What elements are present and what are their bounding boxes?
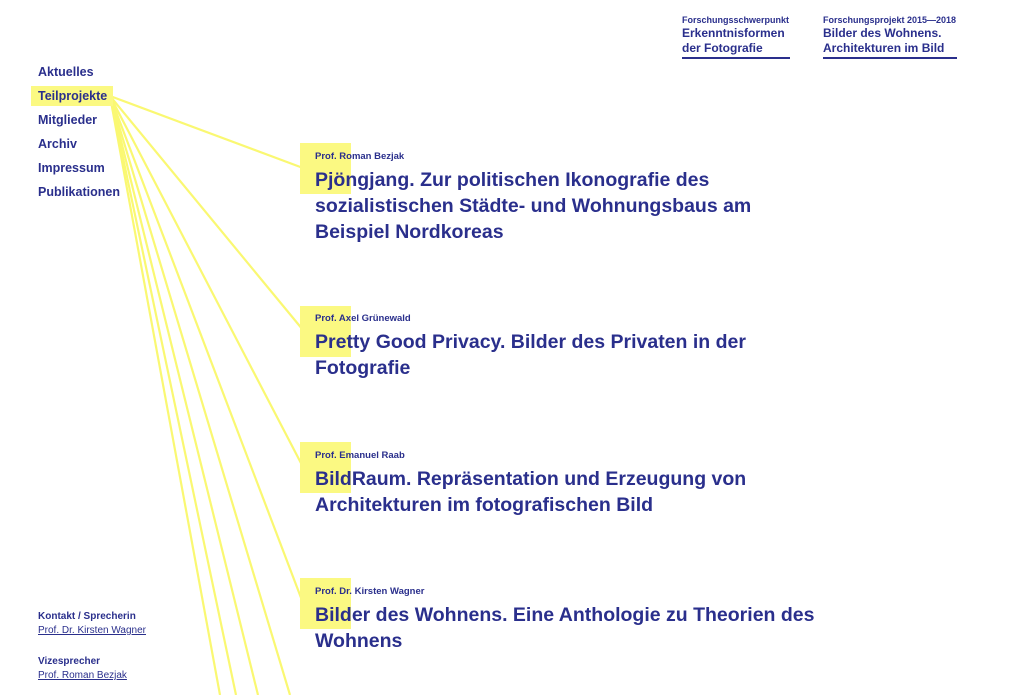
project-title-line: Fotografie xyxy=(315,357,411,379)
nav-link-archiv[interactable]: Archiv xyxy=(38,137,77,151)
connector-line xyxy=(110,96,290,695)
nav-link-publikationen[interactable]: Publikationen xyxy=(38,185,120,199)
connector-line xyxy=(110,96,236,695)
project-author: Prof. Axel Grünewald xyxy=(315,313,411,324)
project-title-link[interactable] xyxy=(315,329,875,381)
project-author: Prof. Emanuel Raab xyxy=(315,450,405,461)
contact-label: Kontakt / Sprecherin xyxy=(38,611,136,622)
header-project-line1: Bilder des Wohnens. xyxy=(823,26,942,40)
project-entry xyxy=(315,450,875,518)
connector-line xyxy=(110,96,303,603)
project-title-line: Wohnens xyxy=(315,630,403,652)
nav-link-aktuelles[interactable]: Aktuelles xyxy=(38,65,94,79)
deputy-block xyxy=(38,655,127,683)
project-author: Prof. Dr. Kirsten Wagner xyxy=(315,586,425,597)
header-project-link[interactable] xyxy=(823,26,957,56)
connector-line xyxy=(110,96,303,168)
connector-line xyxy=(110,96,303,330)
header-focus-line1: Erkenntnisformen xyxy=(682,26,785,40)
nav-link-teilprojekte[interactable]: Teilprojekte xyxy=(38,89,108,103)
contact-link[interactable]: Prof. Dr. Kirsten Wagner xyxy=(38,625,146,636)
header-focus-line2: der Fotografie xyxy=(682,41,763,55)
project-title-link[interactable] xyxy=(315,167,875,245)
header-project-label: Forschungsprojekt 2015—2018 xyxy=(823,15,957,25)
connector-line xyxy=(110,96,303,467)
nav-item-impressum xyxy=(38,160,120,184)
project-title-line: Bilder des Wohnens. Eine Anthologie zu Theorien des xyxy=(315,604,815,626)
nav-item-mitglieder xyxy=(38,112,120,136)
nav-item-publikationen xyxy=(38,184,120,208)
deputy-label: Vizesprecher xyxy=(38,656,101,667)
project-title-link[interactable] xyxy=(315,466,875,518)
project-title-link[interactable] xyxy=(315,602,875,654)
main-nav xyxy=(38,64,120,208)
header-project xyxy=(823,14,957,59)
project-title-line: Beispiel Nordkoreas xyxy=(315,221,504,243)
header-focus-label: Forschungsschwerpunkt xyxy=(682,15,790,25)
header-focus xyxy=(682,14,790,59)
project-title-line: Pretty Good Privacy. Bilder des Privaten in der xyxy=(315,331,746,353)
project-title-line: Pjöngjang. Zur politischen Ikonografie des xyxy=(315,169,710,191)
connector-line xyxy=(110,96,258,695)
nav-item-archiv xyxy=(38,136,120,160)
nav-item-aktuelles xyxy=(38,64,120,88)
header-project-line2: Architekturen im Bild xyxy=(823,41,945,55)
header-focus-link[interactable] xyxy=(682,26,790,56)
deputy-link[interactable]: Prof. Roman Bezjak xyxy=(38,670,127,681)
contact-block xyxy=(38,610,146,638)
connector-line xyxy=(110,96,220,695)
project-entry xyxy=(315,151,875,245)
project-entry xyxy=(315,586,875,654)
nav-item-teilprojekte xyxy=(38,88,120,112)
project-title-line: BildRaum. Repräsentation und Erzeugung von xyxy=(315,468,747,490)
project-entry xyxy=(315,313,875,381)
project-title-line: sozialistischen Städte- und Wohnungsbaus am xyxy=(315,195,752,217)
project-title-line: Architekturen im fotografischen Bild xyxy=(315,494,654,516)
project-author: Prof. Roman Bezjak xyxy=(315,151,405,162)
nav-link-mitglieder[interactable]: Mitglieder xyxy=(38,113,98,127)
nav-link-impressum[interactable]: Impressum xyxy=(38,161,105,175)
